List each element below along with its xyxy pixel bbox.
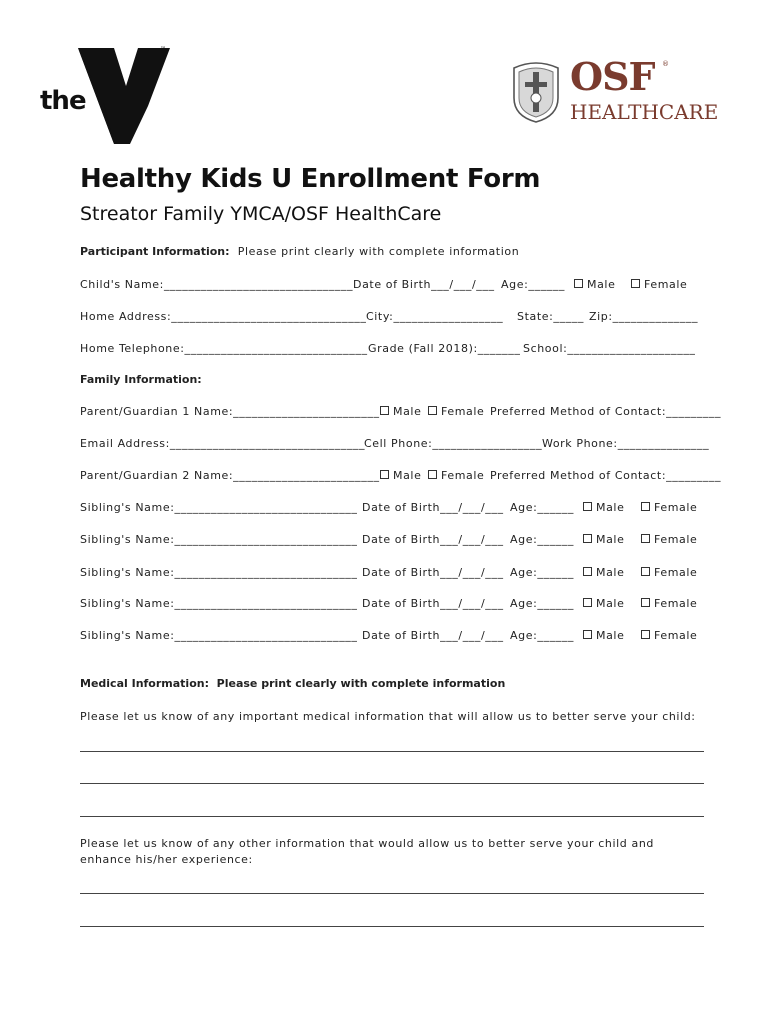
sibling-male-option[interactable]: [583, 501, 624, 514]
female-label: Female: [654, 501, 698, 514]
female-label: Female: [654, 597, 698, 610]
ymca-y-mark: [74, 44, 174, 148]
other-info-answer-line-1[interactable]: [80, 893, 704, 894]
sibling-male-option[interactable]: [583, 566, 624, 579]
medical-prompt: Please let us know of any important medical information that will allow us to better serve your child:: [80, 710, 696, 723]
male-label: Male: [393, 469, 422, 482]
sibling-name-field[interactable]: Sibling's Name:______________________________: [80, 629, 358, 642]
form-title: Healthy Kids U Enrollment Form: [80, 164, 541, 194]
checkbox[interactable]: [574, 279, 583, 288]
family-heading: Family Information:: [80, 373, 202, 386]
sibling-dob-field[interactable]: Date of Birth___/___/___: [362, 566, 504, 579]
guardian1-male-option[interactable]: [380, 405, 421, 418]
child-female-option[interactable]: [631, 278, 687, 291]
medical-answer-line-1[interactable]: [80, 751, 704, 752]
work-phone-field[interactable]: Work Phone:_______________: [542, 437, 710, 450]
sibling-female-option[interactable]: [641, 597, 697, 610]
checkbox[interactable]: [583, 502, 592, 511]
female-label: Female: [441, 405, 485, 418]
guardian2-contact-field[interactable]: Preferred Method of Contact:_________: [490, 469, 722, 482]
sibling-male-option[interactable]: [583, 597, 624, 610]
guardian1-name-field[interactable]: Parent/Guardian 1 Name:________________________: [80, 405, 380, 418]
medical-answer-line-2[interactable]: [80, 783, 704, 784]
guardian1-contact-field[interactable]: Preferred Method of Contact:_________: [490, 405, 722, 418]
form-subtitle: Streator Family YMCA/OSF HealthCare: [80, 203, 442, 225]
sibling-age-field[interactable]: Age:______: [510, 501, 574, 514]
child-dob-field[interactable]: Date of Birth___/___/___: [353, 278, 495, 291]
sibling-name-field[interactable]: Sibling's Name:______________________________: [80, 533, 358, 546]
checkbox[interactable]: [380, 470, 389, 479]
home-address-field[interactable]: Home Address:________________________________: [80, 310, 367, 323]
ymca-tm: ™: [160, 46, 166, 53]
female-label: Female: [441, 469, 485, 482]
male-label: Male: [596, 597, 625, 610]
sibling-age-field[interactable]: Age:______: [510, 597, 574, 610]
medical-answer-line-3[interactable]: [80, 816, 704, 817]
guardian2-name-field[interactable]: Parent/Guardian 2 Name:________________________: [80, 469, 380, 482]
female-label: Female: [654, 566, 698, 579]
male-label: Male: [596, 533, 625, 546]
sibling-female-option[interactable]: [641, 501, 697, 514]
child-name-field[interactable]: Child's Name:_______________________________: [80, 278, 354, 291]
checkbox[interactable]: [641, 598, 650, 607]
checkbox[interactable]: [641, 534, 650, 543]
osf-registered: ®: [662, 60, 669, 68]
osf-logo: [508, 54, 719, 130]
male-label: Male: [393, 405, 422, 418]
cell-phone-field[interactable]: Cell Phone:__________________: [364, 437, 543, 450]
sibling-female-option[interactable]: [641, 629, 697, 642]
guardian2-male-option[interactable]: [380, 469, 421, 482]
sibling-male-option[interactable]: [583, 533, 624, 546]
sibling-age-field[interactable]: Age:______: [510, 629, 574, 642]
checkbox[interactable]: [380, 406, 389, 415]
osf-healthcare-wordmark: HEALTHCARE: [570, 100, 719, 124]
medical-heading: Medical Information: Please print clearly with complete information: [80, 677, 506, 690]
ymca-logo-the: the: [40, 86, 86, 116]
sibling-age-field[interactable]: Age:______: [510, 566, 574, 579]
sibling-dob-field[interactable]: Date of Birth___/___/___: [362, 597, 504, 610]
home-telephone-field[interactable]: Home Telephone:______________________________: [80, 342, 368, 355]
male-label: Male: [596, 629, 625, 642]
child-male-option[interactable]: [574, 278, 615, 291]
checkbox[interactable]: [583, 534, 592, 543]
ymca-logo: [40, 44, 175, 148]
checkbox[interactable]: [641, 630, 650, 639]
guardian1-female-option[interactable]: [428, 405, 484, 418]
school-field[interactable]: School:_____________________: [523, 342, 696, 355]
male-label: Male: [596, 566, 625, 579]
male-label: Male: [587, 278, 616, 291]
female-label: Female: [654, 629, 698, 642]
sibling-dob-field[interactable]: Date of Birth___/___/___: [362, 501, 504, 514]
participant-instruction: Please print clearly with complete information: [237, 245, 520, 258]
other-info-answer-line-2[interactable]: [80, 926, 704, 927]
sibling-name-field[interactable]: Sibling's Name:______________________________: [80, 597, 358, 610]
checkbox[interactable]: [428, 406, 437, 415]
female-label: Female: [644, 278, 688, 291]
osf-seal-icon: [508, 58, 564, 124]
guardian2-female-option[interactable]: [428, 469, 484, 482]
sibling-age-field[interactable]: Age:______: [510, 533, 574, 546]
checkbox[interactable]: [583, 567, 592, 576]
checkbox[interactable]: [583, 598, 592, 607]
sibling-dob-field[interactable]: Date of Birth___/___/___: [362, 533, 504, 546]
checkbox[interactable]: [641, 567, 650, 576]
grade-field[interactable]: Grade (Fall 2018):_______: [368, 342, 521, 355]
participant-heading-row: [80, 245, 519, 258]
checkbox[interactable]: [631, 279, 640, 288]
sibling-female-option[interactable]: [641, 533, 697, 546]
other-info-prompt: Please let us know of any other information that would allow us to better serve your child and enhance his/her experience:: [80, 837, 654, 866]
sibling-female-option[interactable]: [641, 566, 697, 579]
checkbox[interactable]: [583, 630, 592, 639]
child-age-field[interactable]: Age:______: [501, 278, 565, 291]
sibling-name-field[interactable]: Sibling's Name:______________________________: [80, 566, 358, 579]
checkbox[interactable]: [641, 502, 650, 511]
osf-wordmark: OSF: [570, 54, 655, 99]
participant-heading: Participant Information:: [80, 245, 230, 258]
email-field[interactable]: Email Address:________________________________: [80, 437, 366, 450]
sibling-dob-field[interactable]: Date of Birth___/___/___: [362, 629, 504, 642]
sibling-name-field[interactable]: Sibling's Name:______________________________: [80, 501, 358, 514]
sibling-male-option[interactable]: [583, 629, 624, 642]
checkbox[interactable]: [428, 470, 437, 479]
female-label: Female: [654, 533, 698, 546]
city-field[interactable]: City:__________________: [366, 310, 504, 323]
male-label: Male: [596, 501, 625, 514]
state-field[interactable]: State:_____: [517, 310, 584, 323]
zip-field[interactable]: Zip:______________: [589, 310, 699, 323]
